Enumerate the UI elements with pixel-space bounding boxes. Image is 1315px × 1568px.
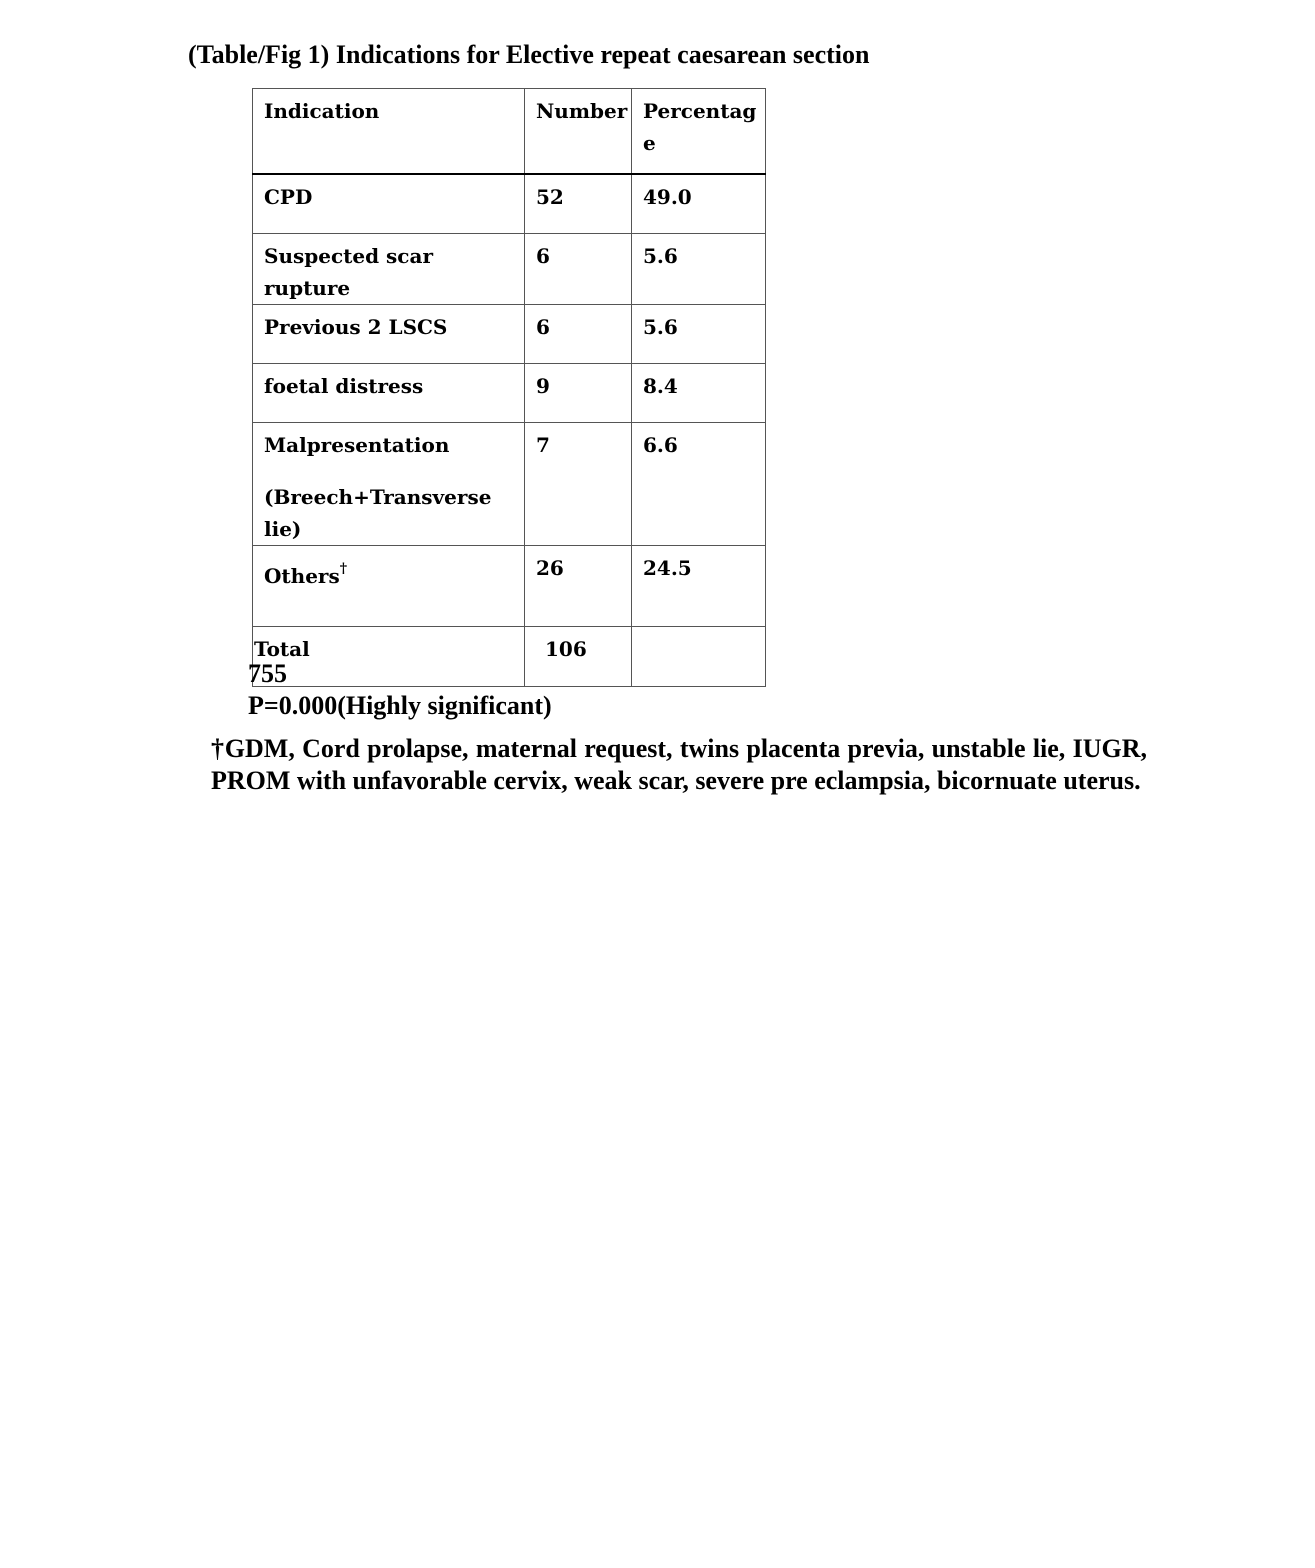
- row-indication: Malpresentation: [264, 433, 450, 457]
- table-row: [253, 364, 766, 423]
- p-value: P=0.000(Highly significant): [248, 691, 552, 720]
- row-indication: Previous 2 LSCS: [253, 305, 525, 364]
- header-number: Number: [525, 89, 632, 175]
- row-percentage: 49.0: [632, 174, 766, 234]
- row-number: 7: [525, 423, 632, 546]
- row-percentage: 5.6: [632, 234, 766, 305]
- table-row: [253, 305, 766, 364]
- header-indication: Indication: [253, 89, 525, 175]
- row-number: 9: [525, 364, 632, 423]
- row-indication-sub: (Breech+Transverse lie): [264, 485, 492, 541]
- footnote: †GDM, Cord prolapse, maternal request, twins placenta previa, unstable lie, IUGR, PROM with unfavorable cervix, weak scar, severe pre eclampsia, bicornuate uterus.: [211, 734, 1147, 795]
- row-number: 26: [525, 546, 632, 627]
- table-header-row: [253, 89, 766, 175]
- row-percentage: 6.6: [632, 423, 766, 546]
- row-percentage: 5.6: [632, 305, 766, 364]
- indications-table: [252, 88, 766, 687]
- row-number: 6: [525, 234, 632, 305]
- row-indication: CPD: [253, 174, 525, 234]
- header-percentage: Percentag e: [632, 89, 766, 175]
- row-percentage: 8.4: [632, 364, 766, 423]
- dagger-mark: †: [339, 561, 348, 577]
- total-percentage: [632, 627, 766, 687]
- row-number: 52: [525, 174, 632, 234]
- row-indication: Others: [264, 564, 340, 588]
- row-number: 6: [525, 305, 632, 364]
- total-number: 106: [525, 627, 632, 687]
- table-row: [253, 423, 766, 546]
- table-total-row: [253, 627, 766, 687]
- row-indication: Suspected scar rupture: [253, 234, 525, 305]
- row-percentage: 24.5: [632, 546, 766, 627]
- stat-value: 755: [248, 659, 287, 688]
- table-row: [253, 174, 766, 234]
- row-indication: foetal distress: [253, 364, 525, 423]
- row-indication-cell: [253, 546, 525, 627]
- table-row: [253, 234, 766, 305]
- indications-table-container: [252, 88, 765, 687]
- table-title: (Table/Fig 1) Indications for Elective repeat caesarean section: [188, 40, 870, 69]
- row-indication-cell: [253, 423, 525, 546]
- total-label: Total: [253, 627, 525, 687]
- table-row: [253, 546, 766, 627]
